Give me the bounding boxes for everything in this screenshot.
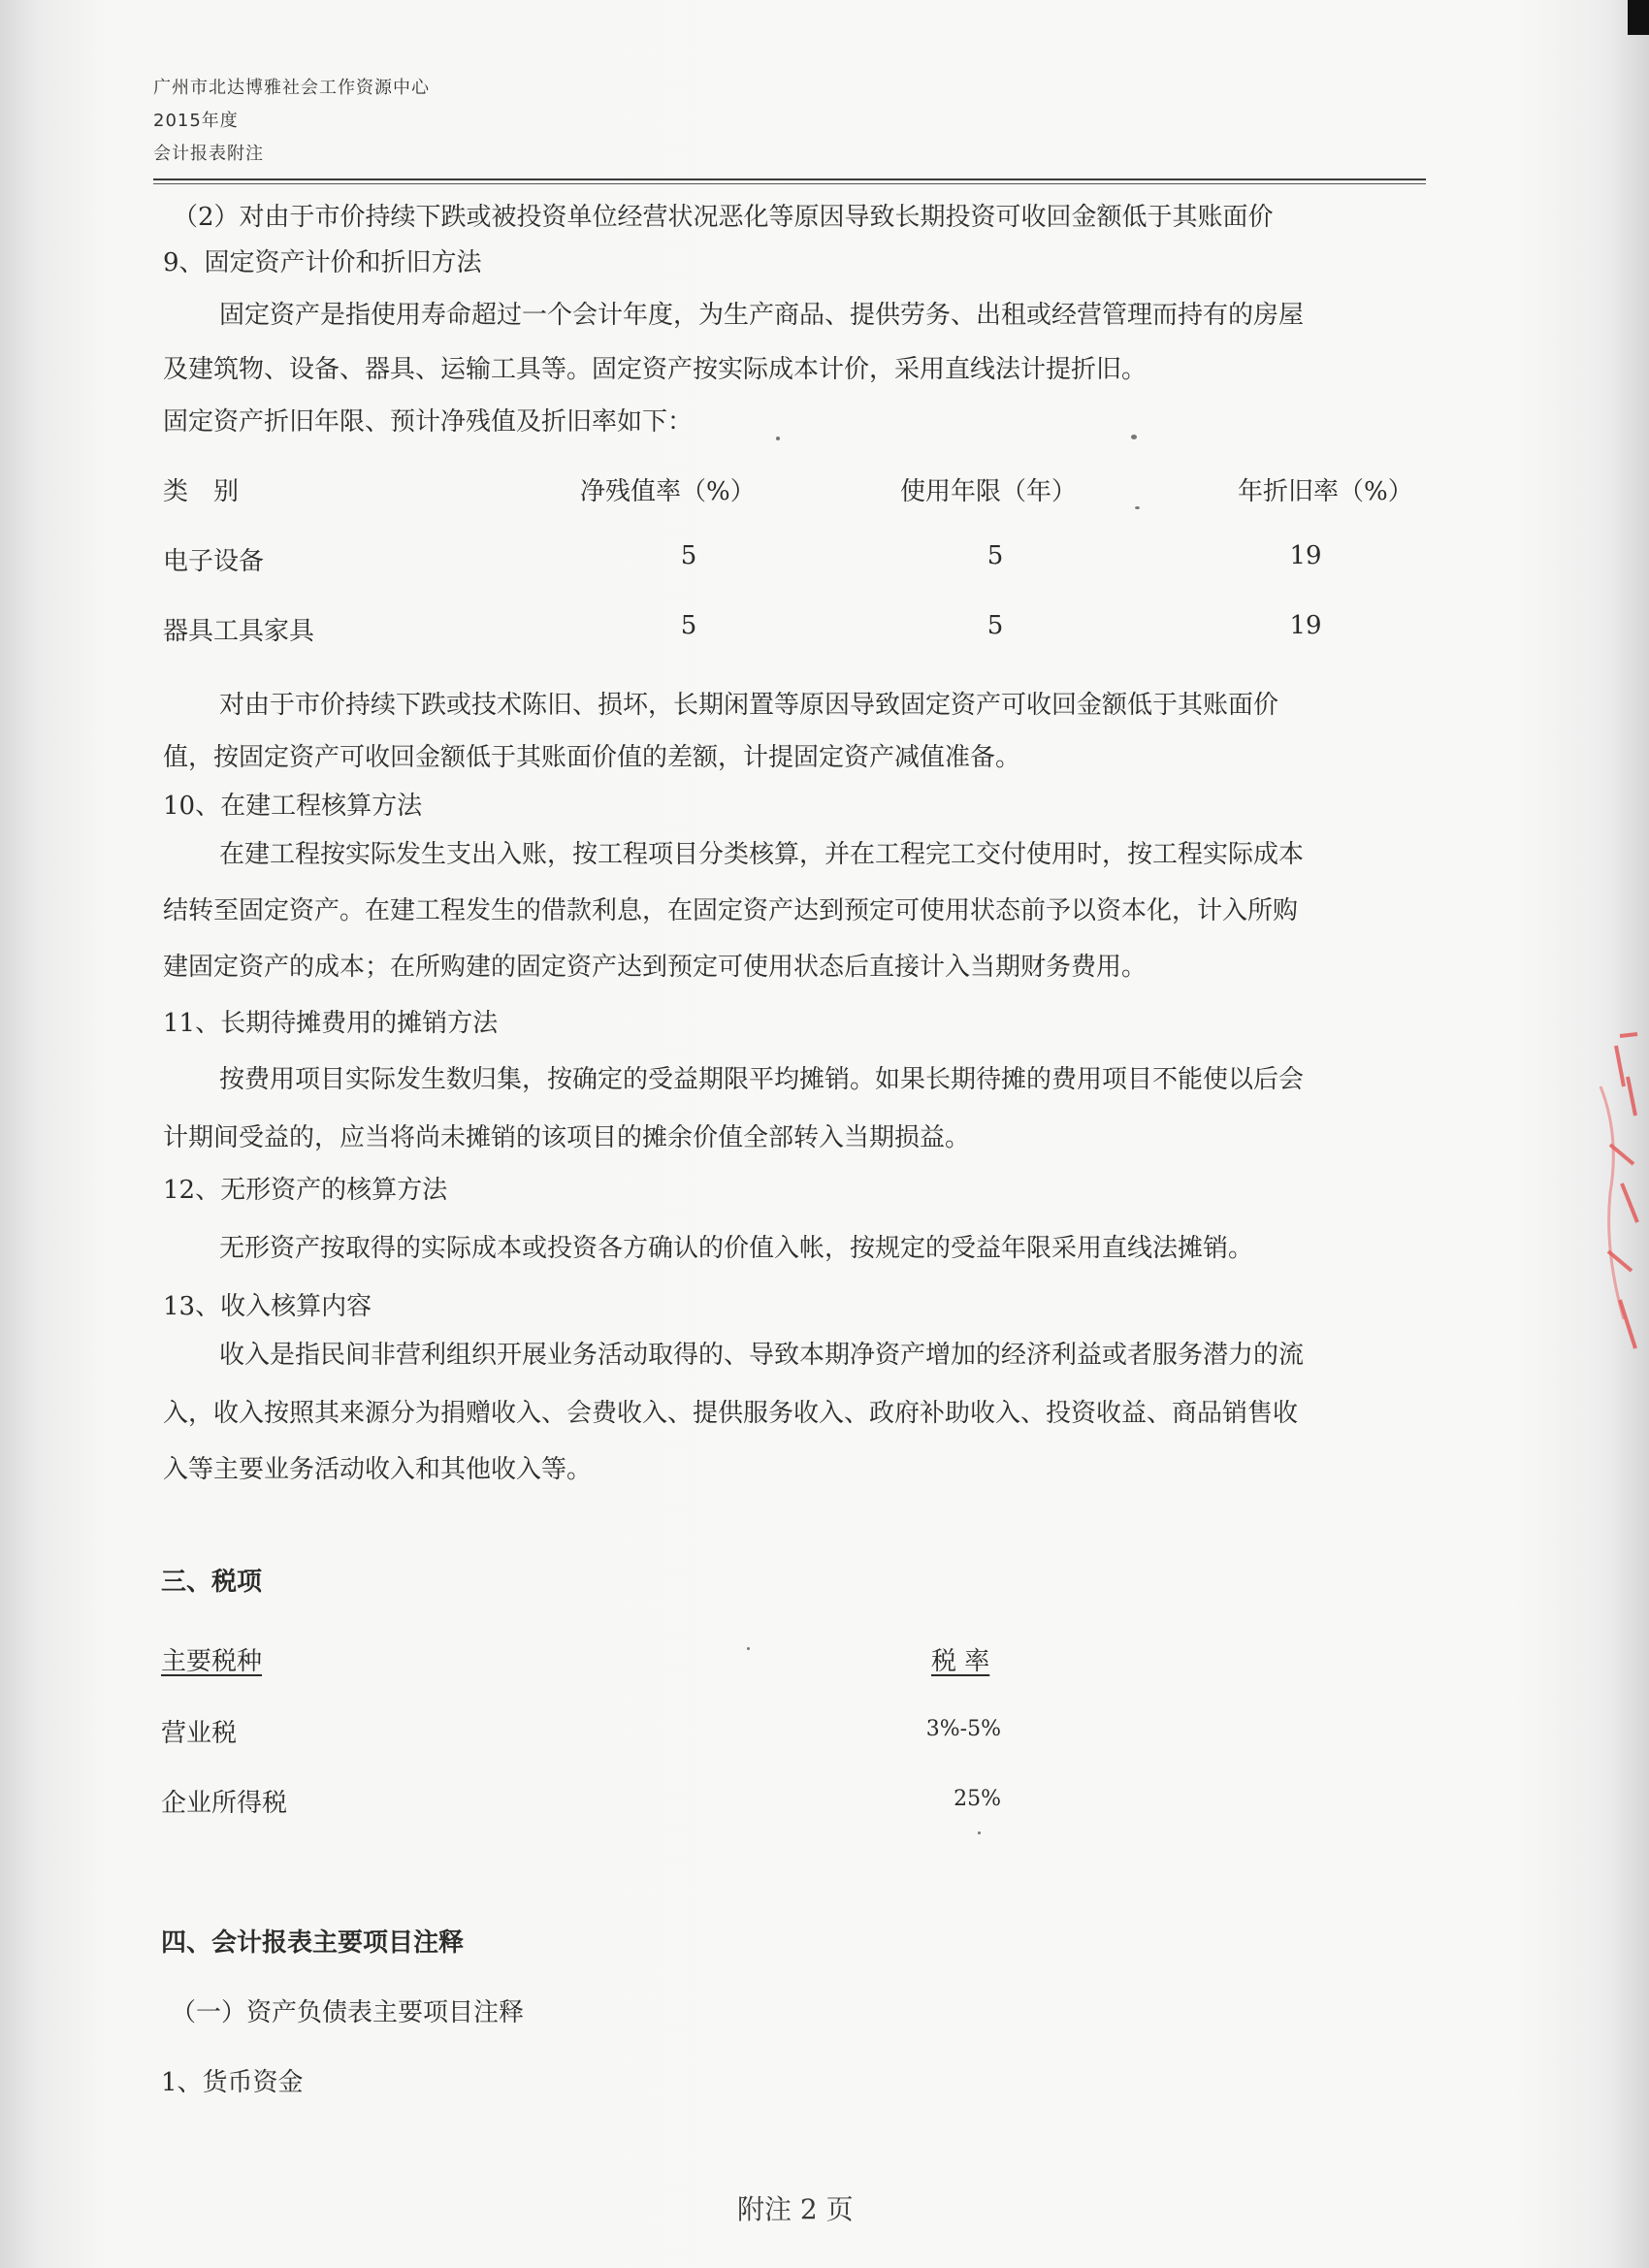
table-cell-rate: 19 xyxy=(1289,611,1322,640)
section-heading-13: 13、收入核算内容 xyxy=(163,1292,372,1321)
table-cell-life: 5 xyxy=(986,541,1004,570)
header-year: 2015年度 xyxy=(153,111,239,131)
tax-cell-type: 营业税 xyxy=(161,1719,238,1748)
section-heading-12: 12、无形资产的核算方法 xyxy=(163,1176,448,1205)
paragraph-line: 固定资产折旧年限、预计净残值及折旧率如下： xyxy=(163,407,694,437)
header-doc-title: 会计报表附注 xyxy=(153,144,264,164)
header-rule xyxy=(153,178,1426,180)
table-cell-residual: 5 xyxy=(680,611,697,640)
scan-speck xyxy=(978,1831,981,1834)
tax-cell-type: 企业所得税 xyxy=(161,1789,288,1818)
table-cell-residual: 5 xyxy=(680,541,697,570)
table-cell-category: 器具工具家具 xyxy=(163,617,315,646)
tax-header-type: 主要税种 xyxy=(161,1647,263,1676)
section-heading-10: 10、在建工程核算方法 xyxy=(163,792,423,821)
table-header-category: 类 别 xyxy=(163,477,240,506)
paragraph-line: 结转至固定资产。在建工程发生的借款利息，在固定资产达到预定可使用状态前予以资本化，计入所购 xyxy=(163,896,1299,925)
header-org: 广州市北达博雅社会工作资源中心 xyxy=(153,78,430,98)
scan-speck xyxy=(1131,435,1137,439)
subsection-title: （一）资产负债表主要项目注释 xyxy=(171,1998,525,2027)
page-footer: 附注 2 页 xyxy=(737,2193,854,2225)
scan-speck xyxy=(1135,506,1140,509)
red-seal-fragment xyxy=(1581,1028,1639,1358)
paragraph-line: 值，按固定资产可收回金额低于其账面价值的差额，计提固定资产减值准备。 xyxy=(163,743,1021,772)
paragraph-line: 固定资产是指使用寿命超过一个会计年度，为生产商品、提供劳务、出租或经营管理而持有的房屋 xyxy=(219,301,1305,330)
paragraph-line: 入，收入按照其来源分为捐赠收入、会费收入、提供服务收入、政府补助收入、投资收益、商品销售收 xyxy=(163,1399,1299,1428)
paragraph-line: 无形资产按取得的实际成本或投资各方确认的价值入帐，按规定的受益年限采用直线法摊销。 xyxy=(219,1234,1254,1263)
tax-cell-rate: 3%-5% xyxy=(925,1717,1001,1741)
table-header-life: 使用年限（年） xyxy=(900,477,1078,506)
item-heading: 1、货币资金 xyxy=(161,2068,304,2097)
section-heading-11: 11、长期待摊费用的摊销方法 xyxy=(163,1009,499,1038)
paragraph-line: 入等主要业务活动收入和其他收入等。 xyxy=(163,1455,593,1484)
table-cell-rate: 19 xyxy=(1289,541,1322,570)
section-title-taxes: 三、税项 xyxy=(161,1568,263,1597)
paragraph-line: 计期间受益的，应当将尚未摊销的该项目的摊余价值全部转入当期损益。 xyxy=(163,1123,971,1152)
header-rule-thin xyxy=(153,183,1426,184)
paragraph-line: 对由于市价持续下跌或技术陈旧、损坏，长期闲置等原因导致固定资产可收回金额低于其账面价 xyxy=(219,691,1279,720)
section-title-notes: 四、会计报表主要项目注释 xyxy=(161,1928,465,1958)
paragraph-line: （2）对由于市价持续下跌或被投资单位经营状况恶化等原因导致长期投资可收回金额低于其账面价 xyxy=(173,203,1274,232)
table-cell-life: 5 xyxy=(986,611,1004,640)
scan-edge-mark xyxy=(1628,0,1649,35)
scan-speck xyxy=(776,437,780,440)
scan-speck xyxy=(747,1647,750,1650)
table-header-rate: 年折旧率（%） xyxy=(1238,477,1413,506)
paragraph-line: 建固定资产的成本；在所购建的固定资产达到预定可使用状态后直接计入当期财务费用。 xyxy=(163,953,1148,982)
table-header-residual: 净残值率（%） xyxy=(580,477,756,506)
tax-cell-rate: 25% xyxy=(954,1787,1001,1811)
section-heading-9: 9、固定资产计价和折旧方法 xyxy=(163,248,482,277)
paragraph-line: 及建筑物、设备、器具、运输工具等。固定资产按实际成本计价，采用直线法计提折旧。 xyxy=(163,355,1148,384)
paragraph-line: 在建工程按实际发生支出入账，按工程项目分类核算，并在工程完工交付使用时，按工程实际成本 xyxy=(219,840,1305,869)
tax-header-rate: 税 率 xyxy=(931,1647,990,1676)
paragraph-line: 收入是指民间非营利组织开展业务活动取得的、导致本期净资产增加的经济利益或者服务潜力的流 xyxy=(219,1341,1305,1370)
table-cell-category: 电子设备 xyxy=(163,547,265,576)
paragraph-line: 按费用项目实际发生数归集，按确定的受益期限平均摊销。如果长期待摊的费用项目不能使以后会 xyxy=(219,1065,1305,1094)
